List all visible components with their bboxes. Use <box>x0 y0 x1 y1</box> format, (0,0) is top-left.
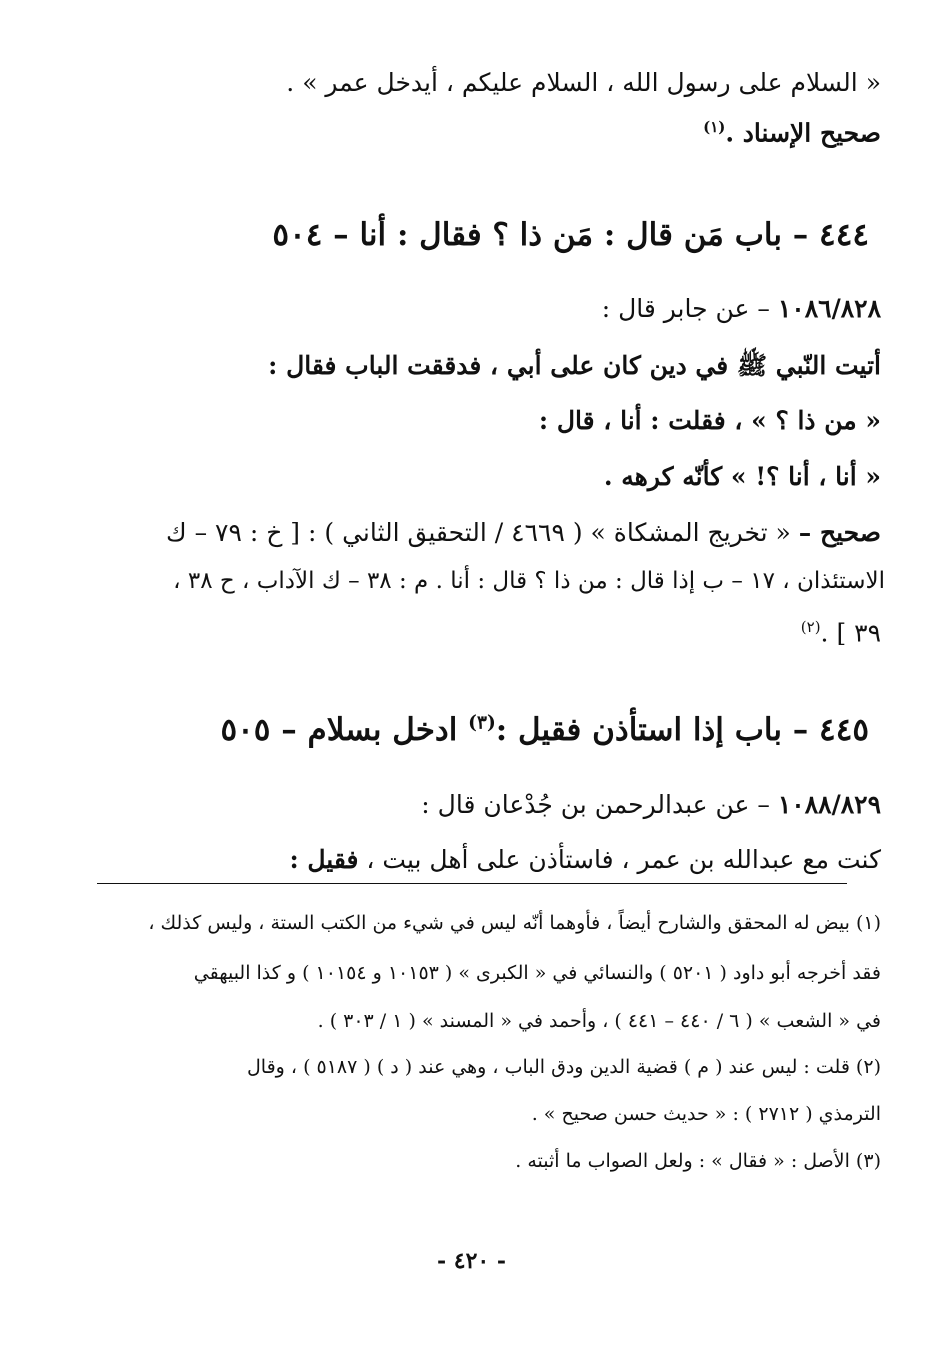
hadith-line <box>60 845 881 874</box>
chapter-heading-text: ٤٤٥ – باب إذا استأذن فقيل : <box>495 712 869 748</box>
footnote-line <box>60 912 881 934</box>
footnote-line <box>60 1103 881 1125</box>
grade-label: صحيح – <box>798 518 881 547</box>
footnote-divider <box>97 883 847 884</box>
hadith-text: قال : <box>538 406 595 435</box>
hadith-text: أتيت النّبي ﷺ في دين كان على أبي ، فدققت الباب فقال : <box>268 351 881 380</box>
footnote-line <box>60 1150 881 1172</box>
footnote-ref: (٢) <box>800 618 821 636</box>
footnote-text: (٢) قلت : ليس عند ( م ) قضية الدين ودق الباب ، وهي عند ( د ) ( ٥١٨٧ ) ، وقال <box>247 1056 881 1078</box>
isnad-grade <box>60 118 881 147</box>
hadith-text: « من ذا ؟ » ، <box>734 406 881 435</box>
chapter-heading-text: ٤٤٤ – باب مَن قال : مَن ذا ؟ فقال : أنا – ٥٠٤ <box>272 217 869 253</box>
hadith-line <box>60 350 881 387</box>
hadith-header <box>60 294 881 323</box>
hadith-intro: – عن جابر قال : <box>601 294 770 323</box>
footnote-text: فقد أخرجه أبو داود ( ٥٢٠١ ) والنسائي في « الكبرى » ( ١٠١٥٣ و ١٠١٥٤ ) و كذا البيهقي <box>193 962 881 984</box>
hadith-text: « أنا ، أنا ؟! » <box>730 462 881 491</box>
hadith-text: فقيل : <box>289 845 359 874</box>
footnote-text: في « الشعب » ( ٦ / ٤٤٠ – ٤٤١ ) ، وأحمد في « المسند » ( ١ / ٣٠٣ ) . <box>317 1010 881 1032</box>
hadith-header <box>60 790 881 819</box>
grade-text: صحيح الإسناد . <box>725 118 881 148</box>
hadith-text: فقلت : أنا ، <box>603 406 726 435</box>
hadith-text: كأنّه كرهه . <box>603 462 723 491</box>
text-line <box>60 68 881 97</box>
grade-text: « تخريج المشكاة » ( ٤٦٦٩ / التحقيق الثاني ) : [ خ : ٧٩ – ك <box>166 518 791 547</box>
footnote-line <box>60 1010 881 1032</box>
grade-line <box>60 518 881 547</box>
hadith-number: ١٠٨٨/٨٢٩ <box>777 790 881 819</box>
text-line-content: « السلام على رسول الله ، السلام عليكم ، أيدخل عمر » . <box>286 68 881 97</box>
chapter-heading <box>60 217 869 253</box>
page-number: - ٤٢٠ - <box>436 1248 507 1274</box>
hadith-text: كنت مع عبدالله بن عمر ، فاستأذن على أهل بيت ، <box>366 845 881 874</box>
hadith-line <box>60 462 881 491</box>
footnote-ref: (٣) <box>468 712 496 734</box>
footnote-line <box>60 962 881 984</box>
chapter-heading-text: ادخل بسلام – ٥٠٥ <box>220 712 458 748</box>
hadith-intro: – عن عبدالرحمن بن جُدْعان قال : <box>421 790 770 819</box>
grade-line <box>60 568 885 594</box>
chapter-heading <box>60 712 869 748</box>
grade-line <box>60 618 881 647</box>
grade-text: الاستئذان ، ١٧ – ب إذا قال : من ذا ؟ قال : أنا . م : ٣٨ – ك الآداب ، ح ٣٨ ، <box>173 568 885 594</box>
grade-text: ٣٩ ] . <box>820 618 881 648</box>
footnote-text: (٣) الأصل : « فقال » : ولعل الصواب ما أثبته . <box>515 1150 881 1172</box>
footnote-line <box>60 1056 881 1078</box>
footnote-text: (١) بيض له المحقق والشارح أيضاً ، فأوهما أنّه ليس في شيء من الكتب الستة ، وليس كذلك ، <box>148 912 881 934</box>
footnote-ref: (١) <box>703 118 726 136</box>
footnote-text: الترمذي ( ٢٧١٢ ) : « حديث حسن صحيح » . <box>531 1103 881 1125</box>
hadith-line <box>60 406 881 435</box>
hadith-number: ١٠٨٦/٨٢٨ <box>777 294 881 323</box>
